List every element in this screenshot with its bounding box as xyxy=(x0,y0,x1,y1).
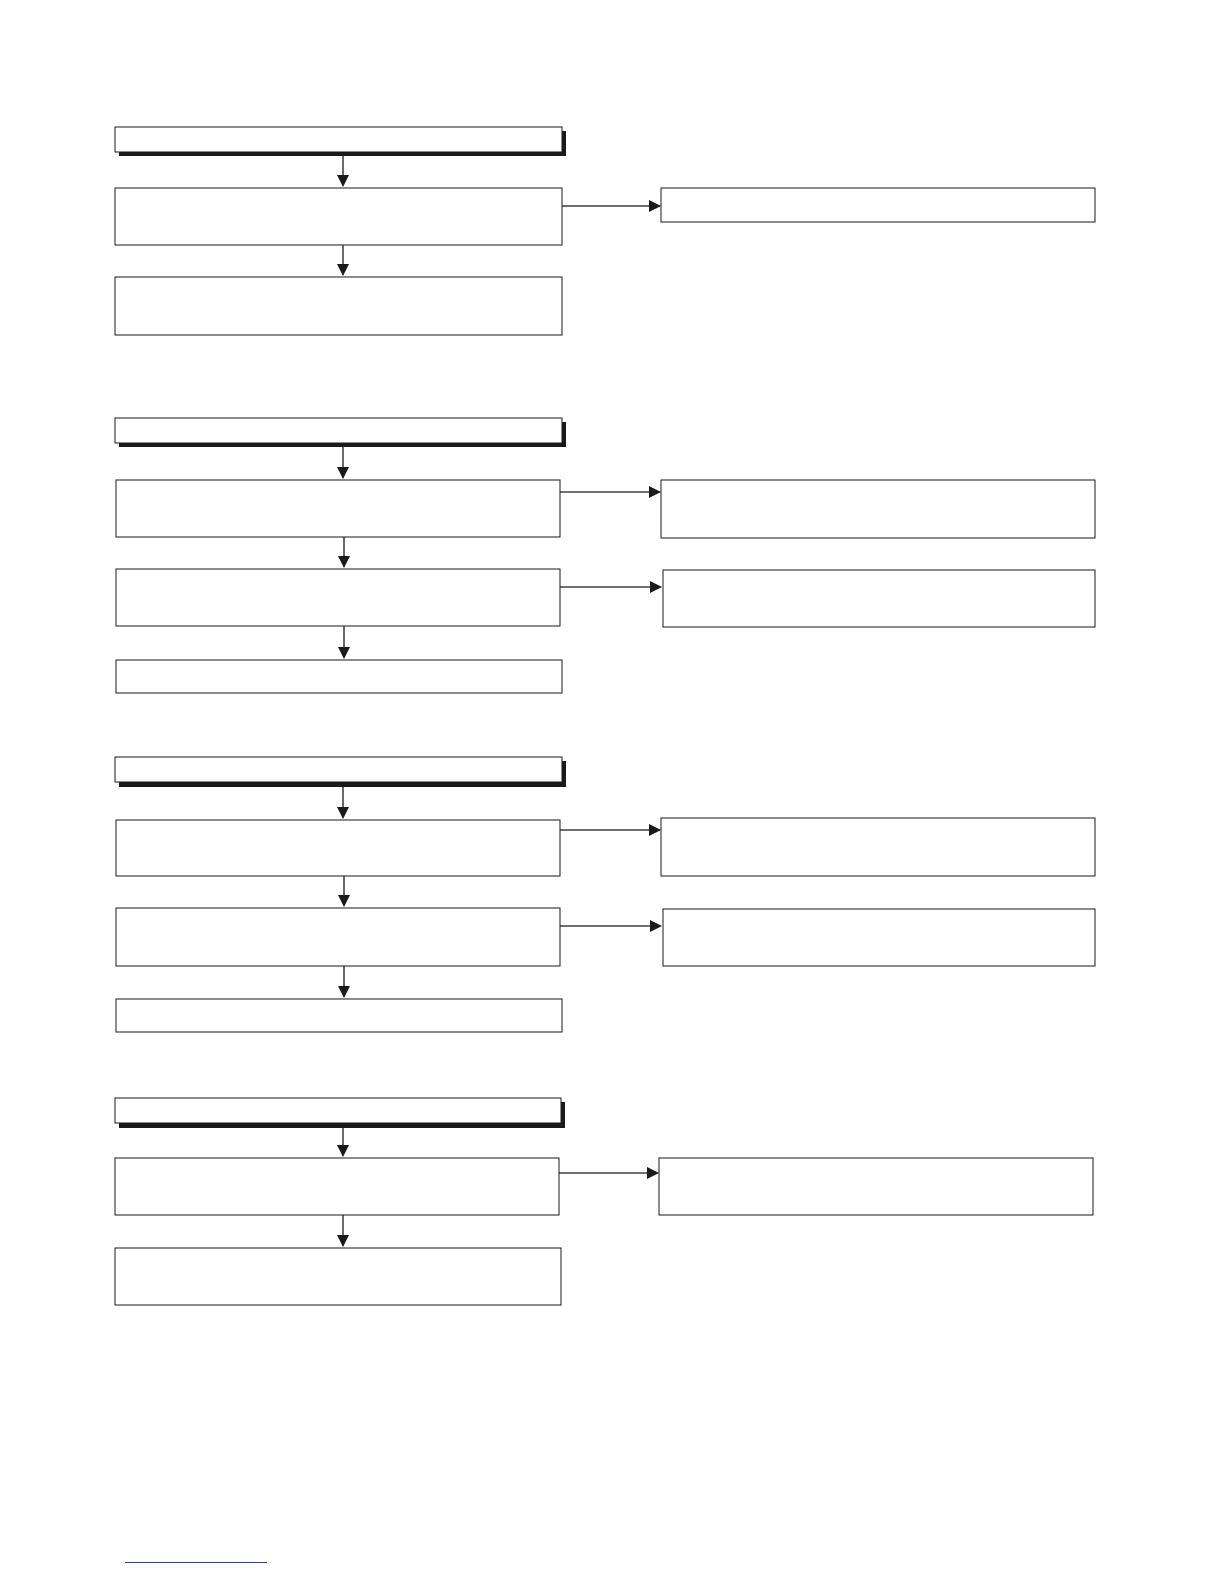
flowchart-4 xyxy=(115,1098,1093,1305)
flowchart-3-header xyxy=(115,757,562,782)
flowchart-2-side-1 xyxy=(661,480,1095,538)
flowchart-2-step-3 xyxy=(116,660,562,693)
flowchart-1-step-2 xyxy=(115,277,562,335)
flowchart-4-step-1 xyxy=(115,1158,559,1215)
flowchart-4-header xyxy=(115,1098,561,1123)
flowchart-2-step-1 xyxy=(116,480,560,537)
flowchart-2-step-2 xyxy=(116,569,560,626)
flowchart-3-step-1 xyxy=(116,820,560,876)
flowchart-3-side-2 xyxy=(663,909,1095,966)
footer-link[interactable] xyxy=(125,1548,267,1563)
flowchart-3-step-2 xyxy=(116,908,560,966)
flowchart-2-side-2 xyxy=(663,570,1095,627)
flowchart-1 xyxy=(115,127,1095,335)
flowchart-3 xyxy=(115,757,1095,1032)
flowchart-1-header xyxy=(115,127,562,152)
flowchart-3-side-1 xyxy=(661,818,1095,876)
flowchart-4-step-2 xyxy=(115,1248,561,1305)
flowchart-1-step-1 xyxy=(115,188,562,245)
flowchart-1-side-1 xyxy=(661,188,1095,222)
flowchart-4-side-1 xyxy=(659,1158,1093,1215)
flowchart-3-step-3 xyxy=(116,999,562,1032)
flowchart-2-header xyxy=(115,418,562,443)
flowchart-2 xyxy=(115,418,1095,693)
